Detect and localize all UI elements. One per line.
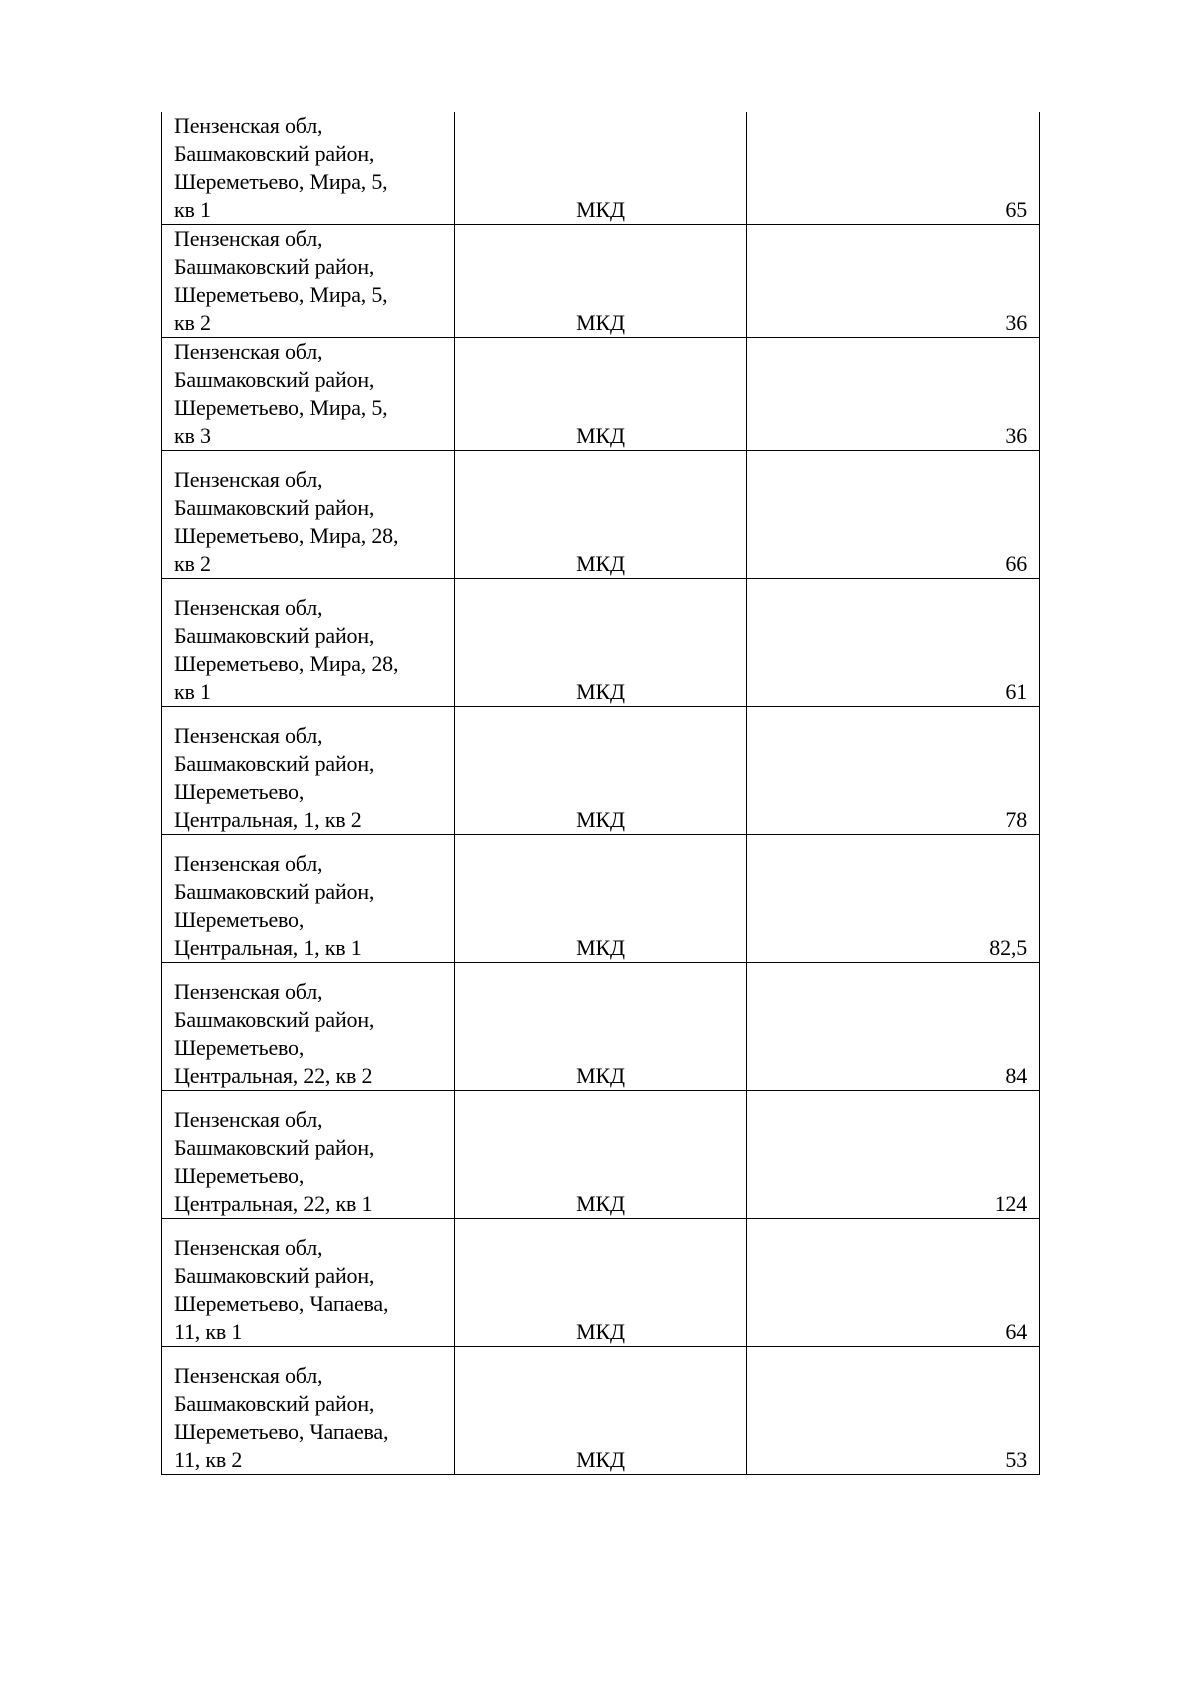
area-cell: 65 xyxy=(747,112,1040,225)
address-line: кв 2 xyxy=(174,310,211,335)
address-line: Пензенская обл, xyxy=(174,723,323,748)
address-line: Пензенская обл, xyxy=(174,1235,323,1260)
table-row xyxy=(162,707,1040,835)
table-row xyxy=(162,963,1040,1091)
address-line: Пензенская обл, xyxy=(174,1107,323,1132)
address-cell xyxy=(162,963,455,1091)
address-cell xyxy=(162,338,455,451)
building-type-cell: МКД xyxy=(454,1219,747,1347)
address-line: Шереметьево, Мира, 5, xyxy=(174,395,388,420)
address-line: кв 1 xyxy=(174,679,211,704)
area-cell: 82,5 xyxy=(747,835,1040,963)
address-cell xyxy=(162,225,455,338)
address-line: Башмаковский район, xyxy=(174,1391,375,1416)
address-cell xyxy=(162,835,455,963)
address-line: Пензенская обл, xyxy=(174,226,323,251)
address-line: Башмаковский район, xyxy=(174,141,375,166)
area-cell: 84 xyxy=(747,963,1040,1091)
address-cell xyxy=(162,1091,455,1219)
address-line: Башмаковский район, xyxy=(174,879,375,904)
address-line: Пензенская обл, xyxy=(174,979,323,1004)
address-line: Башмаковский район, xyxy=(174,751,375,776)
table-row xyxy=(162,1347,1040,1475)
address-line: Башмаковский район, xyxy=(174,367,375,392)
address-line: кв 3 xyxy=(174,423,211,448)
area-cell: 124 xyxy=(747,1091,1040,1219)
address-line: Шереметьево, xyxy=(174,779,305,804)
building-type-cell: МКД xyxy=(454,338,747,451)
table-row xyxy=(162,451,1040,579)
address-line: Башмаковский район, xyxy=(174,254,375,279)
table-row xyxy=(162,579,1040,707)
table-row xyxy=(162,1091,1040,1219)
address-line: Шереметьево, xyxy=(174,1035,305,1060)
area-cell: 36 xyxy=(747,225,1040,338)
address-line: Башмаковский район, xyxy=(174,1263,375,1288)
address-line: 11, кв 1 xyxy=(174,1319,243,1344)
address-line: Шереметьево, Мира, 28, xyxy=(174,651,399,676)
address-cell xyxy=(162,1347,455,1475)
address-line: Центральная, 1, кв 1 xyxy=(174,935,362,960)
building-type-cell: МКД xyxy=(454,225,747,338)
address-cell xyxy=(162,1219,455,1347)
table-row xyxy=(162,112,1040,225)
address-cell xyxy=(162,707,455,835)
address-line: кв 1 xyxy=(174,197,211,222)
address-line: Шереметьево, Мира, 5, xyxy=(174,282,388,307)
building-type-cell: МКД xyxy=(454,963,747,1091)
building-type-cell: МКД xyxy=(454,835,747,963)
table-row xyxy=(162,225,1040,338)
address-line: Центральная, 1, кв 2 xyxy=(174,807,362,832)
building-type-cell: МКД xyxy=(454,112,747,225)
address-line: Пензенская обл, xyxy=(174,1363,323,1388)
area-cell: 78 xyxy=(747,707,1040,835)
address-line: Шереметьево, Мира, 5, xyxy=(174,169,388,194)
address-line: Центральная, 22, кв 1 xyxy=(174,1191,373,1216)
area-cell: 64 xyxy=(747,1219,1040,1347)
address-line: Башмаковский район, xyxy=(174,1007,375,1032)
building-type-cell: МКД xyxy=(454,1347,747,1475)
address-line: Шереметьево, xyxy=(174,1163,305,1188)
address-line: Башмаковский район, xyxy=(174,495,375,520)
table-row xyxy=(162,338,1040,451)
address-line: Шереметьево, Чапаева, xyxy=(174,1291,389,1316)
area-cell: 61 xyxy=(747,579,1040,707)
area-cell: 36 xyxy=(747,338,1040,451)
address-line: Башмаковский район, xyxy=(174,1135,375,1160)
table-row xyxy=(162,835,1040,963)
property-table xyxy=(161,112,1040,1475)
address-line: Шереметьево, xyxy=(174,907,305,932)
address-cell xyxy=(162,451,455,579)
address-line: кв 2 xyxy=(174,551,211,576)
address-line: Пензенская обл, xyxy=(174,339,323,364)
address-line: Шереметьево, Чапаева, xyxy=(174,1419,389,1444)
address-cell xyxy=(162,579,455,707)
address-line: Шереметьево, Мира, 28, xyxy=(174,523,399,548)
building-type-cell: МКД xyxy=(454,579,747,707)
building-type-cell: МКД xyxy=(454,451,747,579)
table-row xyxy=(162,1219,1040,1347)
address-line: Пензенская обл, xyxy=(174,467,323,492)
building-type-cell: МКД xyxy=(454,707,747,835)
area-cell: 53 xyxy=(747,1347,1040,1475)
address-line: Башмаковский район, xyxy=(174,623,375,648)
address-line: Пензенская обл, xyxy=(174,113,323,138)
address-line: Центральная, 22, кв 2 xyxy=(174,1063,373,1088)
address-line: 11, кв 2 xyxy=(174,1447,243,1472)
area-cell: 66 xyxy=(747,451,1040,579)
address-line: Пензенская обл, xyxy=(174,595,323,620)
building-type-cell: МКД xyxy=(454,1091,747,1219)
address-line: Пензенская обл, xyxy=(174,851,323,876)
address-cell xyxy=(162,112,455,225)
